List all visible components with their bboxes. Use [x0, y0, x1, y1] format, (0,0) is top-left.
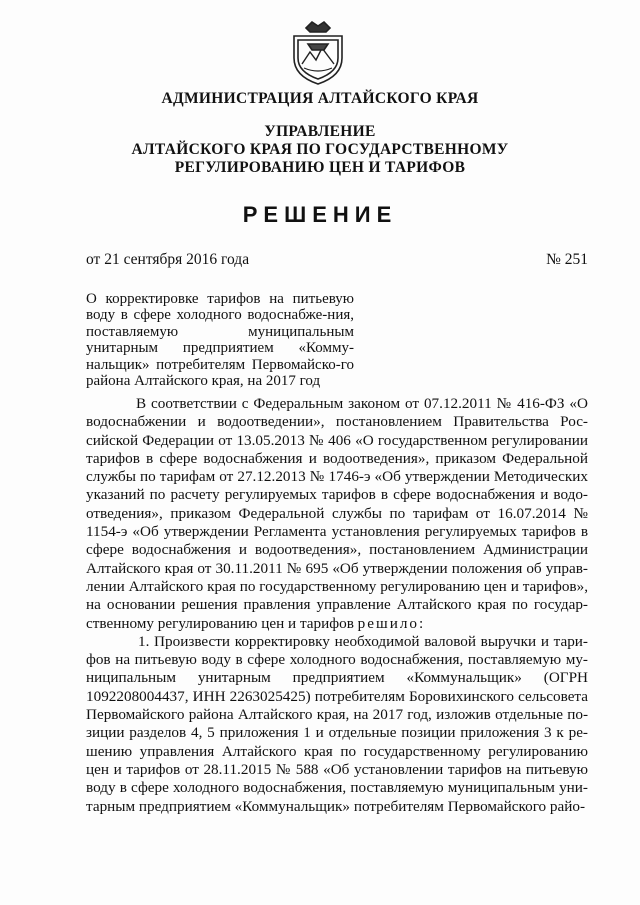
- department-line: РЕГУЛИРОВАНИЮ ЦЕН И ТАРИФОВ: [174, 159, 466, 176]
- preamble-text: В соответствии с Федеральным законом от 07.12.2011 № 416-ФЗ «О водоснабжении и водоотведении», постановлением Правительства Рос-сийской Федерации от 13.05.2013 № 406 «О государственном регулировании тарифов в сфере водоснабжения и водоотведения», приказом Федеральной службы по тарифам от 27.12.2013 № 1746-э «Об утверждении Методических указаний по расчету регулируемых тарифов в сфере водоснабжения и водо-отведения», приказом Федеральной службы по тарифам от 16.07.2014 № 1154-э «Об утверждении Регламента установления регулируемых тарифов в сфере водоснабжения и водоотведения», постановлением Администрации Алтайского края от 30.11.2011 № 695 «Об утверждении положения об управ-лении Алтайского края по государственному регулированию цен и тарифов», на основании решения правления управление Алтайского края по государ-ственному регулированию цен и тарифов: [86, 395, 588, 632]
- document-type-title: РЕШЕНИЕ: [242, 202, 398, 227]
- coat-of-arms-icon: [286, 14, 350, 86]
- department-line: АЛТАЙСКОГО КРАЯ ПО ГОСУДАРСТВЕННОМУ: [131, 141, 509, 158]
- resolved-word: решило:: [357, 614, 426, 632]
- department-line: УПРАВЛЕНИЕ: [264, 123, 376, 140]
- document-subject: О корректировке тарифов на питьевую воду в сфере холодного водоснабже-ния, поставляемую муниципальным унитарным предприятием «Комму-нальщик» потребителям Первомайско-го района Алтайского края, на 2017 год: [86, 291, 354, 390]
- document-number: № 251: [546, 251, 588, 268]
- document-body: [86, 395, 588, 816]
- department-name: [0, 123, 640, 177]
- administration-name: АДМИНИСТРАЦИЯ АЛТАЙСКОГО КРАЯ: [161, 90, 479, 107]
- paragraph-item-1: 1. Произвести корректировку необходимой валовой выручки и тари-фов на питьевую воду в сфере холодного водоснабжения, поставляемую му-ниципальным унитарным предприятием «Коммунальщик» (ОГРН 1092208004437, ИНН 2263025425) потребителям Боровихинского сельсовета Первомайского района Алтайского края, на 2017 год, изложив отдельные по-зиции разделов 4, 5 приложения 1 и отдельные позиции приложения 3 к ре-шению управления Алтайского края по государственному регулированию цен и тарифов от 28.11.2015 № 588 «Об установлении тарифов на питьевую воду в сфере холодного водоснабжения, поставляемую муниципальным уни-тарным предприятием «Коммунальщик» потребителям Первомайского райо-: [86, 632, 588, 815]
- paragraph-preamble: [86, 395, 588, 633]
- document-date: от 21 сентября 2016 года: [86, 251, 250, 268]
